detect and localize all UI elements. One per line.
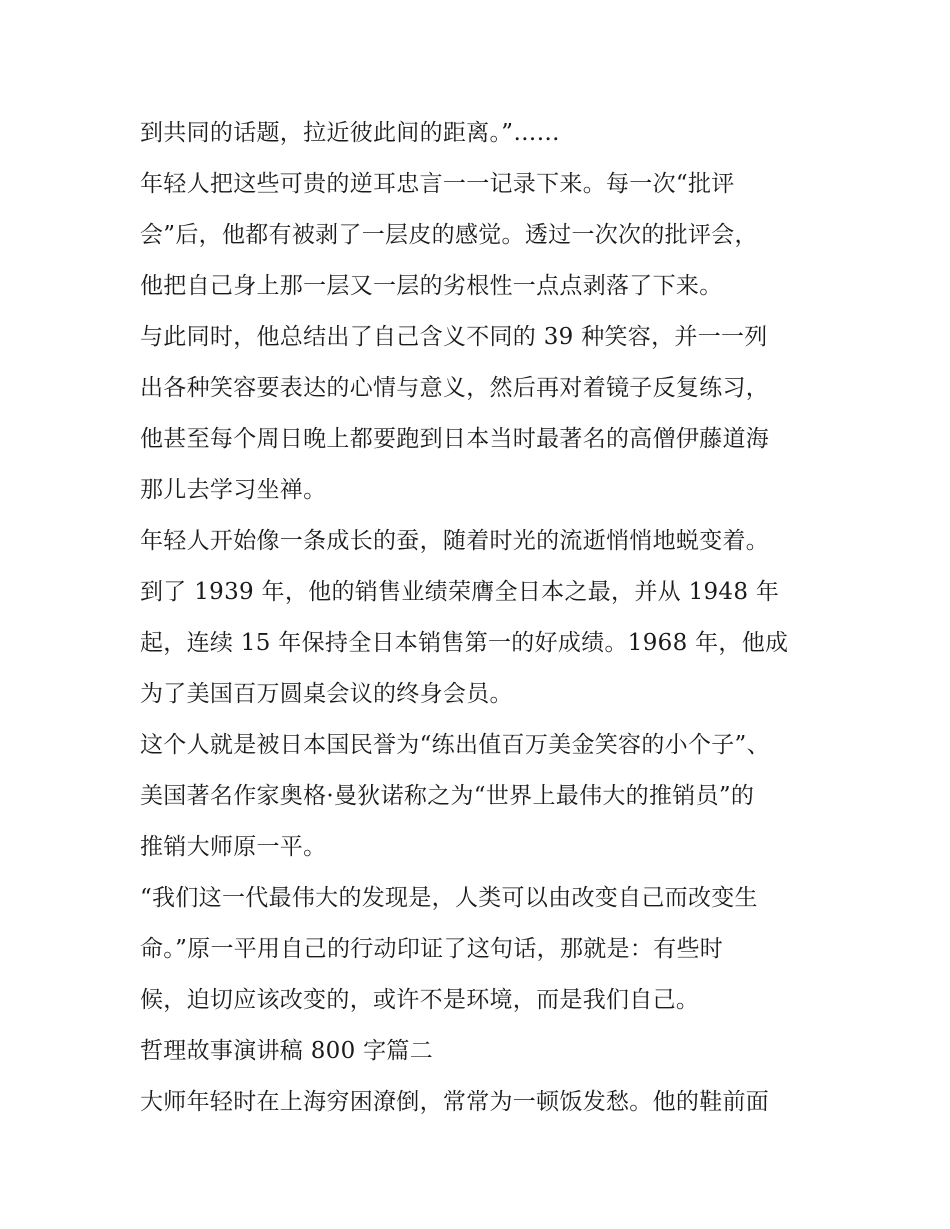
text-line: 候，迫切应该改变的，或许不是环境，而是我们自己。	[140, 987, 700, 1013]
text-line: 推销大师原一平。	[140, 834, 327, 860]
text-line: 出各种笑容要表达的心情与意义，然后再对着镜子反复练习，	[140, 375, 770, 401]
text-line: 到了 1939 年，他的销售业绩荣膺全日本之最，并从 1948 年	[140, 579, 780, 605]
text-line: 与此同时，他总结出了自己含义不同的 39 种笑容，并一一列	[140, 324, 768, 350]
text-line: 年轻人把这些可贵的逆耳忠言一一记录下来。每一次“批评	[140, 171, 735, 197]
text-line: 他甚至每个周日晚上都要跑到日本当时最著名的高僧伊藤道海	[140, 426, 770, 452]
text-line: 那儿去学习坐禅。	[140, 477, 327, 503]
text-line: 美国著名作家奥格·曼狄诺称之为“世界上最伟大的推销员”的	[140, 783, 755, 809]
text-line: 大师年轻时在上海穷困潦倒，常常为一顿饭发愁。他的鞋前面	[140, 1089, 770, 1115]
text-line: 会”后，他都有被剥了一层皮的感觉。透过一次次的批评会，	[140, 222, 758, 248]
text-line: 这个人就是被日本国民誉为“练出值百万美金笑容的小个子”、	[140, 732, 770, 758]
text-line: 他把自己身上那一层又一层的劣根性一点点剥落了下来。	[140, 273, 723, 299]
text-line: 起，连续 15 年保持全日本销售第一的好成绩。1968 年，他成	[140, 630, 789, 656]
text-line: 到共同的话题，拉近彼此间的距离。”……	[140, 120, 560, 146]
text-line: 年轻人开始像一条成长的蚕，随着时光的流逝悄悄地蜕变着。	[140, 528, 770, 554]
text-line: 命。”原一平用自己的行动印证了这句话，那就是：有些时	[140, 936, 724, 962]
section-heading: 哲理故事演讲稿 800 字篇二	[140, 1038, 434, 1064]
text-line: 为了美国百万圆桌会议的终身会员。	[140, 681, 513, 707]
text-line: “我们这一代最伟大的发现是，人类可以由改变自己而改变生	[140, 885, 758, 911]
document-body	[140, 108, 830, 1128]
